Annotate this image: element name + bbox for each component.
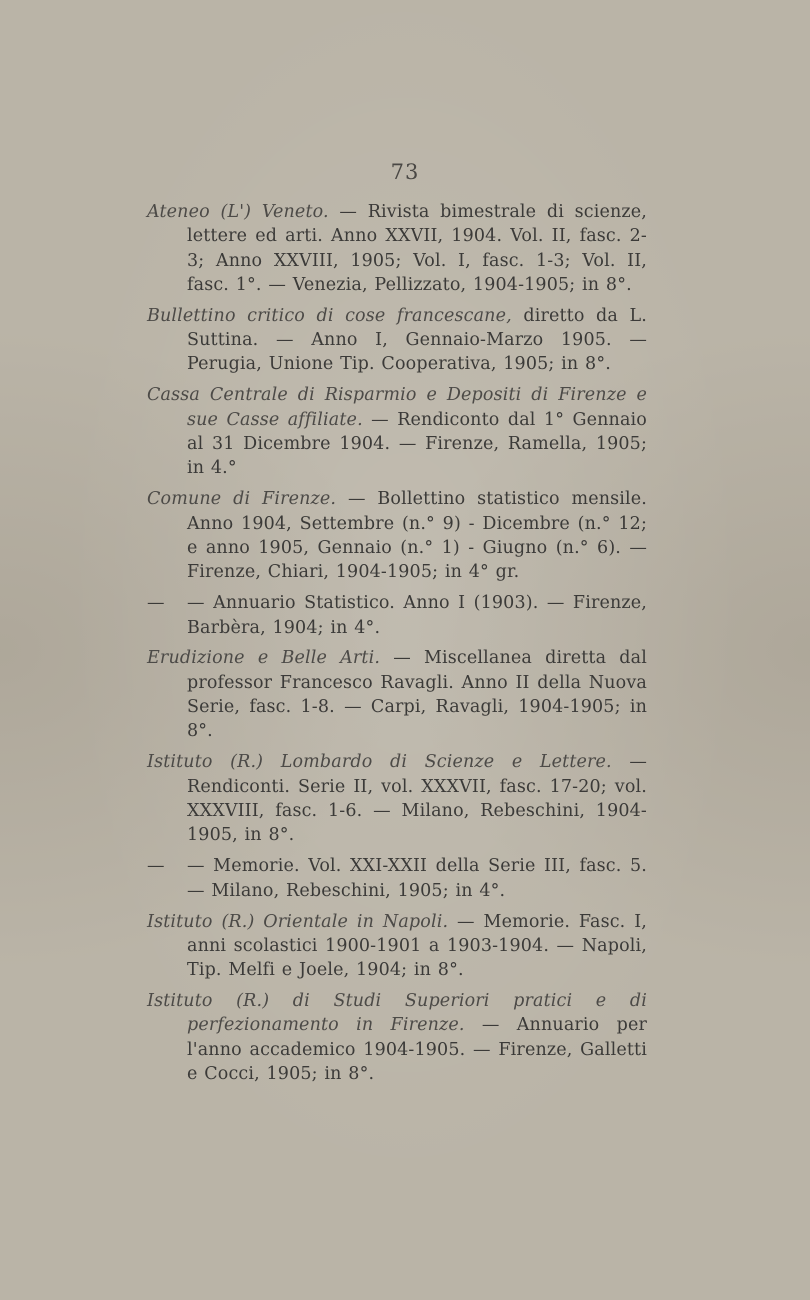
- entry-text: — Memorie. Vol. XXI-XXII della Serie III, fasc. 5. — Milano, Rebeschini, 1905; in 4°.: [187, 856, 647, 901]
- entry-text: diretto da L. Suttina. — Anno I, Gennaio-Marzo 1905. — Perugia, Unione Tip. Cooperativa, 1905; in 8°.: [187, 305, 647, 375]
- bibliography-subentry: [147, 854, 647, 903]
- bibliography-entry: [147, 200, 647, 297]
- bibliography-entry: [147, 910, 647, 983]
- bibliography-subentry: [147, 591, 647, 640]
- entry-title: Istituto (R.) Lombardo di Scienze e Lettere.: [147, 752, 612, 773]
- entry-title: Istituto (R.) di Studi Superiori pratici e di perfezionamento in Firenze.: [147, 991, 647, 1036]
- entry-title: Erudizione e Belle Arti.: [147, 648, 381, 669]
- ditto-dash: —: [147, 856, 165, 877]
- entry-text: — Rendiconto dal 1° Gennaio al 31 Dicembre 1904. — Firenze, Ramella, 1905; in 4.°: [187, 409, 647, 479]
- entry-text: — Annuario per l'anno accademico 1904-1905. — Firenze, Galletti e Cocci, 1905; in 8°.: [187, 1015, 647, 1084]
- bibliography-list: [147, 200, 647, 1093]
- bibliography-entry: [147, 646, 647, 743]
- bibliography-entry: [147, 304, 647, 377]
- page-number: 73: [390, 160, 420, 184]
- entry-text: — Annuario Statistico. Anno I (1903). — Firenze, Barbèra, 1904; in 4°.: [187, 593, 647, 638]
- entry-title: Cassa Centrale di Risparmio e Depositi di Firenze e sue Casse affiliate.: [147, 385, 647, 430]
- bibliography-entry: [147, 487, 647, 584]
- bibliography-entry: [147, 383, 647, 480]
- entry-title: Bullettino critico di cose francescane,: [147, 305, 512, 326]
- entry-title: Comune di Firenze.: [147, 489, 337, 510]
- ditto-dash: —: [147, 593, 165, 614]
- entry-text: — Bollettino statistico mensile. Anno 1904, Settembre (n.° 9) - Dicembre (n.° 12; e anno 1905, Gennaio (n.° 1) - Giugno (n.° 6). — Firenze, Chiari, 1904-1905; in 4° gr.: [187, 489, 647, 583]
- entry-title: Ateneo (L') Veneto.: [147, 202, 329, 222]
- entry-text: — Memorie. Fasc. I, anni scolastici 1900-1901 a 1903-1904. — Napoli, Tip. Melfi e Joele, 1904; in 8°.: [187, 911, 648, 981]
- entry-text: — Rendiconti. Serie II, vol. XXXVII, fasc. 17-20; vol. XXXVIII, fasc. 1-6. — Milano, Rebeschini, 1904-1905, in 8°.: [187, 752, 647, 846]
- entry-text: — Miscellanea diretta dal professor Francesco Ravagli. Anno II della Nuova Serie, fasc. 1-8. — Carpi, Ravagli, 1904-1905; in 8°.: [187, 648, 647, 742]
- entry-text: — Rivista bimestrale di scienze, lettere ed arti. Anno XXVII, 1904. Vol. II, fasc. 2-3; Anno XXVIII, 1905; Vol. I, fasc. 1-3; Vol. II, fasc. 1°. — Venezia, Pellizzato, 1904-1905; in 8°.: [187, 202, 647, 295]
- entry-title: Istituto (R.) Orientale in Napoli.: [147, 911, 449, 932]
- bibliography-entry: [147, 750, 647, 847]
- bibliography-entry: [147, 989, 647, 1086]
